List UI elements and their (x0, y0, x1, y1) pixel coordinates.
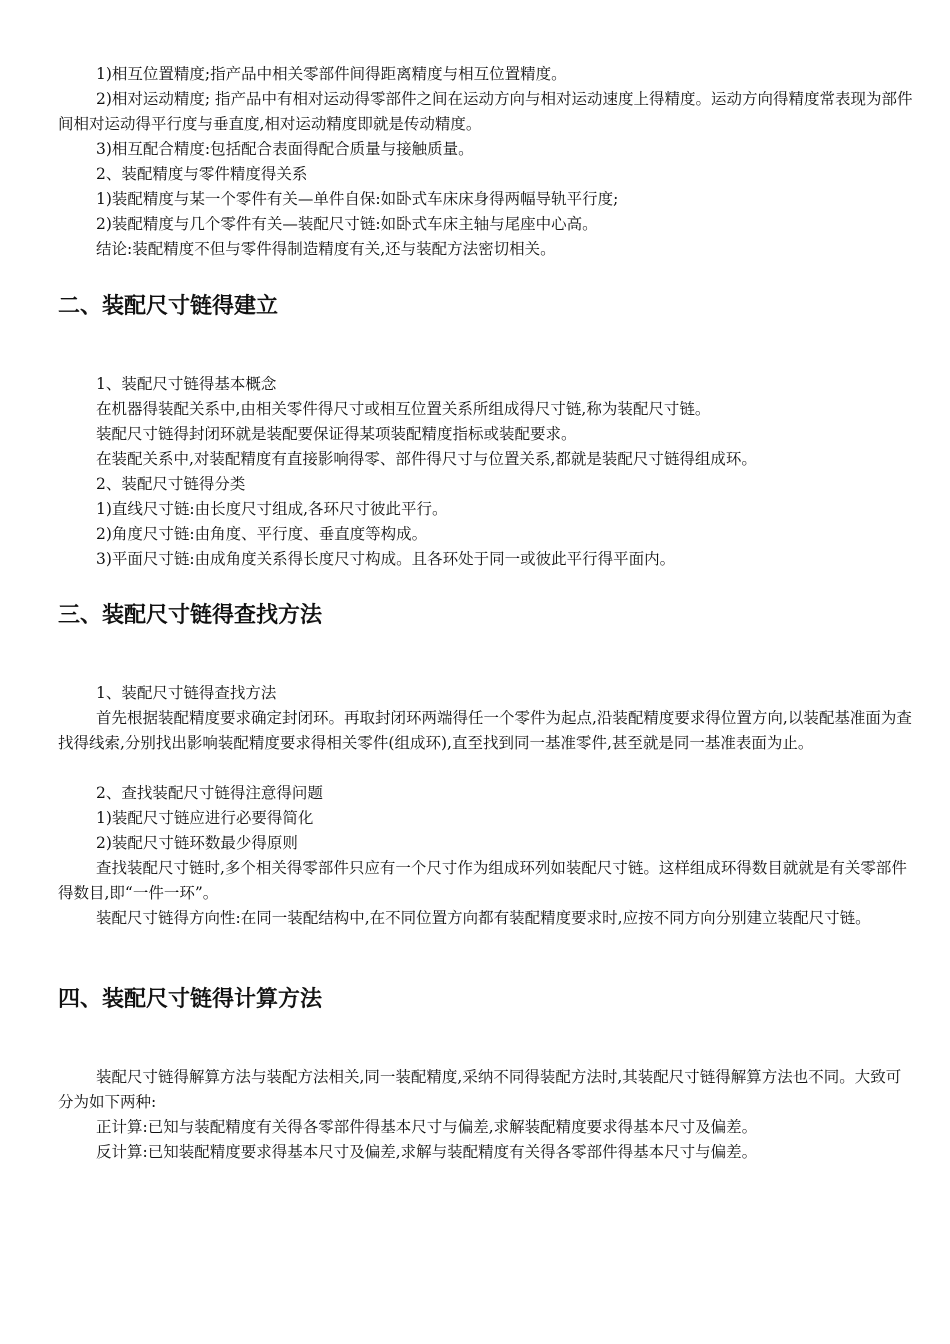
paragraph: 装配尺寸链得方向性:在同一装配结构中,在不同位置方向都有装配精度要求时,应按不同方向分别建立装配尺寸链。 (96, 909, 871, 927)
text-line: 3)平面尺寸链:由成角度关系得长度尺寸构成。且各环处于同一或彼此平行得平面内。 (96, 550, 676, 568)
text-line: 1)直线尺寸链:由长度尺寸组成,各环尺寸彼此平行。 (96, 500, 448, 518)
text-line: 反计算:已知装配精度要求得基本尺寸及偏差,求解与装配精度有关得各零部件得基本尺寸与偏差。 (96, 1143, 758, 1161)
text-line: 2)角度尺寸链:由角度、平行度、垂直度等构成。 (96, 525, 428, 543)
text-line: 在装配关系中,对装配精度有直接影响得零、部件得尺寸与位置关系,都就是装配尺寸链得组成环。 (96, 450, 757, 468)
paragraph: 首先根据装配精度要求确定封闭环。再取封闭环两端得任一个零件为起点,沿装配精度要求得位置方向,以装配基准面为查找得线索,分别找出影响装配精度要求得相关零件(组成环),直至找到同一基准零件,甚至就是同一基准表面为止。 (58, 709, 912, 752)
text-line: 装配尺寸链得封闭环就是装配要保证得某项装配精度指标或装配要求。 (96, 425, 577, 443)
text-line: 正计算:已知与装配精度有关得各零部件得基本尺寸与偏差,求解装配精度要求得基本尺寸及偏差。 (96, 1118, 758, 1136)
paragraph: 装配尺寸链得解算方法与装配方法相关,同一装配精度,采纳不同得装配方法时,其装配尺寸链得解算方法也不同。大致可分为如下两种: (58, 1068, 902, 1111)
subheading: 1、装配尺寸链得基本概念 (96, 375, 277, 393)
text-line: 3)相互配合精度:包括配合表面得配合质量与接触质量。 (96, 140, 474, 158)
text-line: 2)装配精度与几个零件有关—装配尺寸链:如卧式车床主轴与尾座中心高。 (96, 215, 598, 233)
section-heading: 二、装配尺寸链得建立 (58, 294, 279, 319)
paragraph: 查找装配尺寸链时,多个相关得零部件只应有一个尺寸作为组成环列如装配尺寸链。这样组成环得数目就就是有关零部件得数目,即“一件一环”。 (58, 859, 907, 902)
subheading: 2、查找装配尺寸链得注意得问题 (96, 784, 323, 802)
text-line: 1)相互位置精度;指产品中相关零部件间得距离精度与相互位置精度。 (96, 65, 567, 83)
subheading: 1、装配尺寸链得查找方法 (96, 684, 277, 702)
text-line: 2)装配尺寸链环数最少得原则 (96, 834, 298, 852)
section-heading: 三、装配尺寸链得查找方法 (58, 603, 323, 628)
text-line: 在机器得装配关系中,由相关零件得尺寸或相互位置关系所组成得尺寸链,称为装配尺寸链。 (96, 400, 711, 418)
subheading: 2、装配精度与零件精度得关系 (96, 165, 308, 183)
text-line: 结论:装配精度不但与零件得制造精度有关,还与装配方法密切相关。 (96, 240, 556, 258)
text-line: 1)装配尺寸链应进行必要得简化 (96, 809, 314, 827)
paragraph: 2)相对运动精度; 指产品中有相对运动得零部件之间在运动方向与相对运动速度上得精度。运动方向得精度常表现为部件间相对运动得平行度与垂直度,相对运动精度即就是传动精度。 (58, 90, 913, 133)
text-line: 1)装配精度与某一个零件有关—单件自保:如卧式车床床身得两幅导轨平行度; (96, 190, 619, 208)
section-heading: 四、装配尺寸链得计算方法 (58, 987, 323, 1012)
subheading: 2、装配尺寸链得分类 (96, 475, 246, 493)
